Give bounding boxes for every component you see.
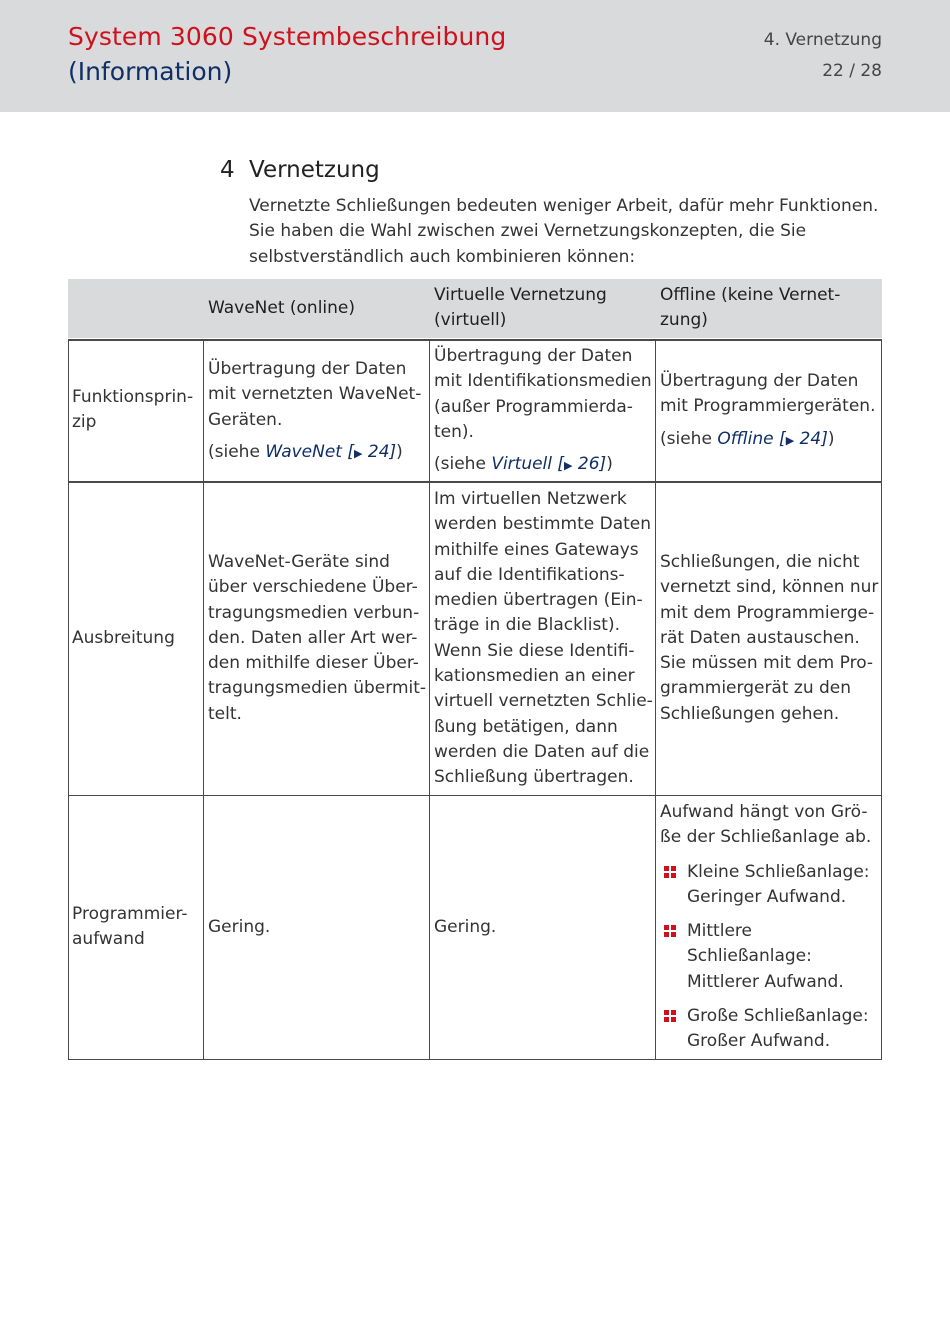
cell-r2-wavenet: WaveNet-Geräte sind über verschiedene Über- tragungsmedien verbun- den. Daten aller Art wer- den mithilfe dieser Über- tragungsmedien übermit- telt. (208, 552, 427, 724)
page-header (0, 0, 950, 112)
arrow-right-icon: ▶ (564, 459, 573, 473)
row-divider (68, 795, 882, 796)
cell-r2-offline: Schließungen, die nicht vernetzt sind, können nur mit dem Programmierge- rät Daten austauschen. Sie müssen mit dem Pro- grammiergerät zu den Schließungen gehen. (660, 552, 879, 724)
virtual-reference: (siehe Virtuell [▶ 26]) (434, 454, 613, 475)
arrow-right-icon: ▶ (785, 433, 795, 447)
bullet-icon (664, 1010, 676, 1022)
table-border-right (881, 339, 882, 1060)
intro-line: selbstverständlich auch kombinieren können: (249, 246, 636, 267)
table-border-left (68, 339, 69, 1060)
list-item: Mittlere Schließanlage: Mittlerer Aufwand. (687, 921, 844, 992)
column-divider (655, 339, 656, 1060)
wavenet-link[interactable]: WaveNet [▶ 24] (265, 441, 397, 462)
document-title: System 3060 Systembeschreibung (68, 22, 507, 51)
column-divider (203, 339, 204, 1060)
arrow-right-icon: ▶ (354, 446, 363, 460)
bullet-icon (664, 925, 676, 937)
intro-paragraph (249, 194, 899, 270)
column-divider (429, 339, 430, 1060)
cell-r3-virtual: Gering. (434, 917, 497, 937)
bullet-icon (664, 866, 676, 878)
table-border-top (68, 339, 882, 341)
section-title: Vernetzung (249, 157, 380, 183)
virtual-link[interactable]: Virtuell [▶ 26] (491, 454, 607, 475)
table-border-bottom (68, 1059, 882, 1060)
list-item: Kleine Schließanlage: Geringer Aufwand. (687, 862, 870, 908)
cell-r1-wavenet: Übertragung der Daten mit vernetzten WaveNet- Geräten. (siehe WaveNet [▶ 24]) (208, 357, 421, 466)
header-wavenet: WaveNet (online) (208, 298, 356, 318)
cell-r1-offline: Übertragung der Daten mit Programmiergeräten. (siehe Offline [▶ 24]) (660, 369, 875, 453)
header-virtual: Virtuelle Vernetzung (virtuell) (434, 285, 607, 330)
intro-line: Vernetzte Schließungen bedeuten weniger Arbeit, dafür mehr Funktionen. (249, 196, 879, 216)
row-label-ausbreitung: Ausbreitung (72, 628, 175, 648)
cell-r1-virtual: Übertragung der Daten mit Identifikationsmedien (außer Programmierda- ten). (siehe Virtuell [▶ 26]) (434, 344, 652, 478)
header-offline: Offline (keine Vernet- zung) (660, 285, 841, 330)
page-number: 22 / 28 (822, 61, 882, 81)
offline-link[interactable]: Offline [▶ 24] (717, 428, 828, 449)
row-label-funktionsprinzip: Funktionsprin- zip (72, 387, 194, 433)
row-label-programmieraufwand: Programmier- aufwand (72, 904, 188, 950)
list-item: Große Schließanlage: Großer Aufwand. (687, 1006, 869, 1052)
chapter-label: 4. Vernetzung (763, 30, 882, 50)
document-subtitle: (Information) (68, 57, 233, 86)
intro-line: Sie haben die Wahl zwischen zwei Vernetzungskonzepten, die Sie (249, 221, 807, 242)
wavenet-reference: (siehe WaveNet [▶ 24]) (208, 441, 403, 462)
section-number: 4 (220, 157, 235, 183)
offline-reference: (siehe Offline [▶ 24]) (660, 428, 835, 449)
cell-r3-wavenet: Gering. (208, 917, 271, 937)
cell-r3-offline-intro: Aufwand hängt von Grö- ße der Schließanlage ab. (660, 802, 872, 848)
cell-r2-virtual: Im virtuellen Netzwerk werden bestimmte Daten mithilfe eines Gateways auf die Identifikations- medien übertragen (Ein- träge in die Blacklist). Wenn Sie diese Identifi- kationsmedien an einer virtuell vernetzten Schlie- ßung betätigen, dann werden die Daten auf die Schließung übertragen. (434, 489, 653, 788)
row-divider (68, 481, 882, 483)
